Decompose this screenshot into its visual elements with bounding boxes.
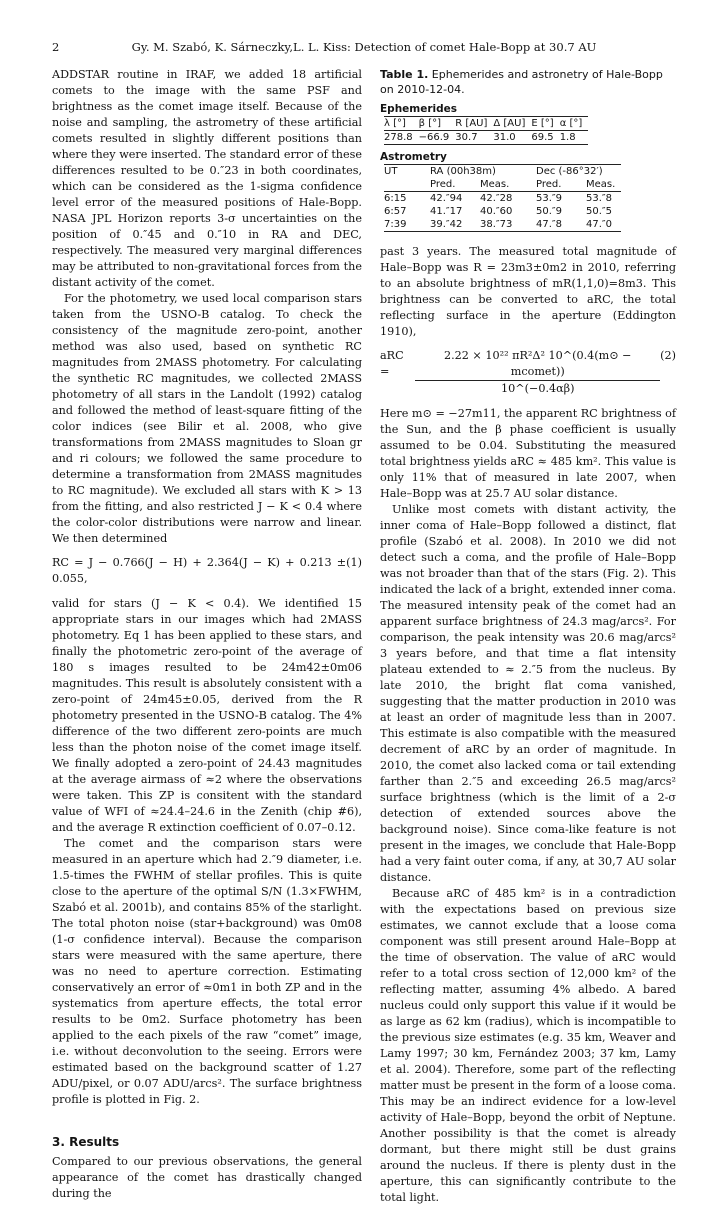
equation-lhs: aRC = bbox=[380, 349, 404, 378]
table-row bbox=[384, 192, 621, 206]
paragraph: Compared to our previous observations, the general appearance of the comet has drastically changed during the bbox=[52, 1155, 362, 1200]
table-caption-text: Ephemerides and astronetry of Hale-Bopp on 2010-12-04. bbox=[380, 68, 663, 96]
astrometry-grid bbox=[384, 164, 621, 232]
table-header: Meas. bbox=[480, 178, 536, 192]
table-cell: −66.9 bbox=[419, 131, 456, 145]
table-header: β [°] bbox=[419, 117, 456, 131]
table-cell: 69.5 bbox=[531, 131, 559, 145]
table-cell: 50.″9 bbox=[536, 206, 563, 217]
table-section-title: Astrometry bbox=[380, 151, 447, 163]
table-caption bbox=[380, 67, 676, 97]
table-cell: 41.″17 bbox=[430, 206, 463, 217]
ephemerides-grid bbox=[384, 116, 588, 145]
table-cell: 6:15 bbox=[384, 193, 407, 204]
equation-body: RC = J − 0.766(J − H) + 2.364(J − K) + 0.213 ± 0.055, bbox=[52, 556, 347, 585]
paragraph: Here m⊙ = −27m11, the apparent RC brightness of the Sun, and the β phase coefficient is usually assumed to be 0.04. Substituting the measured total brightness yields aRC ≈ 485 km². This value is only 11% that of measured in late 2007, when Hale–Bopp was at 25.7 AU solar distance. bbox=[380, 407, 676, 500]
table-cell: 278.8 bbox=[384, 131, 419, 145]
table-cell: 1.8 bbox=[560, 131, 589, 145]
table-header: α [°] bbox=[560, 117, 589, 131]
table-caption-label: Table 1. bbox=[380, 68, 429, 81]
equation-2 bbox=[380, 348, 676, 397]
table-header: λ [°] bbox=[384, 117, 419, 131]
ephemerides-table bbox=[380, 103, 676, 232]
equation-denominator: 10^(−0.4αβ) bbox=[500, 382, 575, 395]
table-header: UT bbox=[384, 165, 430, 179]
table-cell: 53.″9 bbox=[536, 193, 563, 204]
table-cell: 7:39 bbox=[384, 218, 430, 232]
equation-1 bbox=[52, 555, 362, 587]
table-header bbox=[384, 178, 430, 192]
table-cell: 38.″73 bbox=[480, 218, 536, 232]
table-row bbox=[384, 205, 621, 218]
table-header: Dec (-86°32′) bbox=[536, 165, 621, 179]
table-header: Δ [AU] bbox=[493, 117, 531, 131]
table-header: RA (00h38m) bbox=[430, 165, 536, 179]
paragraph: past 3 years. The measured total magnitude of Hale–Bopp was R = 23m3±0m2 in 2010, referring to an absolute brightness of mR(1,1,0)=8m3. This brightness can be converted to aRC, the total reflecting surface in the aperture (Eddington 1910), bbox=[380, 245, 676, 338]
table-header: Pred. bbox=[536, 178, 586, 192]
right-column bbox=[380, 67, 676, 1206]
page-number: 2 bbox=[52, 40, 60, 54]
table-cell: 40.″60 bbox=[480, 206, 513, 217]
table-cell: 50.″5 bbox=[586, 206, 613, 217]
paragraph: ADDSTAR routine in IRAF, we added 18 artificial comets to the image with the same PSF and brightness as the comet image itself. Because of the noise and sampling, the astrometry of these artificial comets resulted in slightly different positions than where they were inserted. The standard error of these differences resulted to be 0.″23 in both coordinates, which can be considered as the 1-sigma confidence level error of the measured positions of Hale-Bopp. NASA JPL Horizon reports 3-σ uncertainties on the position of 0.″45 and 0.″10 in RA and DEC, respectively. The measured very marginal differences may be attributed to non-gravitational forces from the distant activity of the comet. bbox=[52, 68, 362, 289]
equation-numerator: 2.22 × 10²² πR²Δ² 10^(0.4(m⊙ − mcomet)) bbox=[415, 348, 660, 381]
paragraph: The comet and the comparison stars were measured in an aperture which had 2.″9 diameter, i.e. 1.5-times the FWHM of stellar profiles. This is quite close to the aperture of the optimal S/N (1.3×FWHM, Szabó et al. 2001b), and contains 85% of the starlight. The total photon noise (star+background) was 0m08 (1-σ confidence interval). Because the comparison stars were measured with the same aperture, there was no need to aperture correction. Estimating conservatively an error of ≈0m1 in both ZP and in the systematics from aperture effects, the total error results to be 0m2. Surface photometry has been applied to the each pixels of the raw “comet” image, i.e. without deconvolution to the seeing. Errors were estimated based on the background scatter of 1.27 ADU/pixel, or 0.07 ADU/arcs². The surface brightness profile is plotted in Fig. 2. bbox=[52, 837, 362, 1106]
table-cell: 31.0 bbox=[493, 131, 531, 145]
equation-number: (1) bbox=[346, 556, 362, 569]
table-header: Meas. bbox=[586, 178, 621, 192]
paragraph: valid for stars (J − K < 0.4). We identified 15 appropriate stars in our images which had 2MASS photometry. Eq 1 has been applied to these stars, and finally the photometric zero-point of the average of 180 s images resulted to be 24m42±0m06 magnitudes. This result is absolutely consistent with a zero-point of 24m45±0.05, derived from the R photometry presented in the USNO-B catalog. The 4% difference of the two different zero-points are much less than the photon noise of the comet image itself. We finally adopted a zero-point of 24.43 magnitudes at the average airmass of ≈2 where the observations were taken. This ZP is consitent with the standard value of WFI of ≈24.4–24.6 in the Zenith (chip #6), and the average R extinction coefficient of 0.07–0.12. bbox=[52, 597, 362, 834]
table-cell: 30.7 bbox=[455, 131, 493, 145]
table-header: Pred. bbox=[430, 178, 480, 192]
paragraph: Because aRC of 485 km² is in a contradiction with the expectations based on previous size estimates, we cannot exclude that a loose coma component was still present around Hale–Bopp at the time of observation. The value of aRC would refer to a total cross section of 12,000 km² of the reflecting matter, assuming 4% albedo. A bared nucleus could only support this value if it would be as large as 62 km (radius), which is incompatible to the previous size estimates (e.g. 35 km, Weaver and Lamy 1997; 30 km, Fernández 2003; 37 km, Lamy et al. 2004). Therefore, some part of the reflecting matter must be present in the form of a loose coma. This may be an indirect evidence for a low-level activity of Hale–Bopp, beyond the orbit of Neptune. Another possibility is that the comet is already dormant, but there might still be dust grains around the nucleus. If there is plenty dust in the aperture, this can significantly contribute to the total light. bbox=[380, 887, 676, 1204]
table-cell: 42.″28 bbox=[480, 193, 513, 204]
table-cell: 42.″94 bbox=[430, 193, 463, 204]
table-cell: 47.″0 bbox=[586, 218, 621, 232]
table-header: R [AU] bbox=[455, 117, 493, 131]
table-row bbox=[384, 218, 621, 232]
equation-number: (2) bbox=[660, 349, 676, 362]
table-cell: 47.″8 bbox=[536, 218, 586, 232]
table-cell: 6:57 bbox=[384, 206, 407, 217]
paragraph: Unlike most comets with distant activity, the inner coma of Hale–Bopp followed a distinct, flat profile (Szabó et al. 2008). In 2010 we did not detect such a coma, and the profile of Hale–Bopp was not broader than that of the stars (Fig. 2). This indicated the lack of a bright, extended inner coma. The measured intensity peak of the comet had an apparent surface brightness of 24.3 mag/arcs². For comparison, the peak intensity was 20.6 mag/arcs² 3 years before, and that time a flat intensity plateau extended to ≈ 2.″5 from the nucleus. By late 2010, the bright flat coma vanished, suggesting that the matter production in 2010 was at least an order of magnitude less than in 2007. This estimate is also compatible with the measured decrement of aRC by an order of magnitude. In 2010, the comet also lacked coma or tail extending farther than 2.″5 and exceeding 26.5 mag/arcs² surface brightness (which is the limit of a 2-σ detection of extended sources above the background noise). Since coma-like feature is not present in the images, we conclude that Hale-Bopp had a very faint outer coma, if any, at 30,7 AU solar distance. bbox=[380, 503, 676, 884]
paragraph: For the photometry, we used local comparison stars taken from the USNO-B catalog. To check the consistency of the magnitude zero-point, another method was also used, based on synthetic RC magnitudes from 2MASS photometry. For calculating the synthetic RC magnitudes, we collected 2MASS photometry of all stars in the Landolt (1992) catalog and followed the method of least-square fitting of the color indices (see Bilir et al. 2008, who give transformations from 2MASS magnitudes to Sloan gr and ri colours; we followed the same procedure to determine a transformation from 2MASS magnitudes to RC magnitude). We excluded all stars with K > 13 from the fitting, and also restricted J − K < 0.4 where the color-color distributions were narrow and linear. We then determined bbox=[52, 292, 362, 545]
equation-fraction bbox=[415, 348, 660, 397]
table-cell: 39.″42 bbox=[430, 218, 480, 232]
table-section-title: Ephemerides bbox=[380, 103, 458, 115]
section-heading: 3. Results bbox=[52, 1135, 120, 1149]
left-column bbox=[52, 67, 362, 1202]
running-title: Gy. M. Szabó, K. Sárneczky,L. L. Kiss: Detection of comet Hale-Bopp at 30.7 AU bbox=[131, 40, 597, 54]
table-header: E [°] bbox=[531, 117, 559, 131]
table-cell: 53.″8 bbox=[586, 193, 613, 204]
